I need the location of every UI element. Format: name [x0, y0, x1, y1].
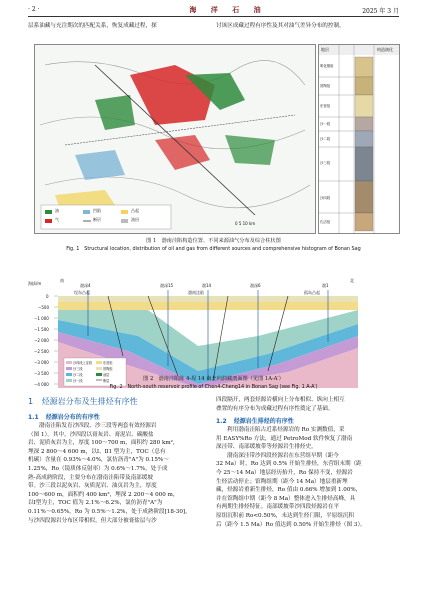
page-header: [28, 6, 399, 16]
profile-tick: −2 000: [34, 338, 49, 343]
section-1-heading: [28, 396, 138, 407]
section-1-2-heading: [216, 416, 294, 425]
text-line: （图 1）。其中，沙四段以膏灰岩、膏泥岩、碳酸盐: [28, 431, 154, 438]
text-line: 原组沉积前 Ro<0.50%，未达到生烃门限，平原组沉积: [216, 512, 355, 519]
text-line: 机碳）含量在 0.93%～4.0%，氯仿沥青"A"为 0.15%～: [28, 457, 169, 464]
figure-1-caption: [28, 238, 399, 253]
map-scale: 0 5 10 km: [235, 221, 256, 226]
profile-legend-item: 油层: [103, 373, 110, 377]
hist-row: 沙四段: [320, 196, 331, 200]
text-line: 深洼带、南部缓坡带等烃源岩生排烃史。: [216, 444, 317, 451]
profile-structure: 孤岛凸起: [304, 290, 320, 295]
profile-tick: −500: [38, 305, 49, 310]
legend-oilfield: 油田: [131, 217, 139, 222]
profile-tick: −1 000: [34, 316, 49, 321]
profile-legend-item: 沙三段: [73, 367, 83, 371]
journal-title: 海 洋 石 油: [189, 5, 267, 14]
profile-north-label: 北: [350, 278, 354, 283]
figure-2-caption-cn: 图 2 渤南洼陷陈 4-埕 14 南北向油藏剖面图（见图 1A-A′）: [143, 376, 284, 382]
right-column-body: [216, 396, 399, 413]
hist-row: 沙二段: [320, 137, 331, 141]
text-line: 1.25%，Ro（镜质体反射率）为 0.6%～1.7%，处于成: [28, 465, 168, 472]
text-line: 埋深 2 800～4 600 m，以Ⅰ、Ⅱ1 型为主，TOC（总有: [28, 448, 166, 455]
map-graphic: [35, 45, 315, 233]
profile-legend-item: 沙四段上亚段: [73, 361, 93, 365]
profile-legend-item: 断层: [103, 379, 110, 383]
text-line: 并在馆陶组中期（距今 8 Ma）整体进入生排烃高峰，具: [216, 495, 356, 502]
subsection-title: 烃源岩分布的有序性: [45, 414, 100, 421]
legend-gas: 气: [55, 217, 59, 222]
text-line: 100～600 m，面积约 400 km²，埋深 2 200～4 000 m，: [28, 491, 179, 498]
page-number: · 2 ·: [28, 6, 40, 13]
text-line: 叠置的有序分布为成藏过程有序性奠定了基础。: [216, 405, 334, 412]
top-text-right: 讨该区成藏过程有序性及其对油气差异分布的控制。: [216, 23, 345, 29]
right-column-body-2: [216, 426, 399, 529]
issue-date: 2025 年 3 月: [362, 8, 399, 15]
profile-tick: −1 500: [34, 327, 49, 332]
text-line: 以Ⅰ型为主，TOC 值为 2.1%～6.2%，氯仿沥青"A"为: [28, 500, 163, 507]
text-line: 0.11%～0.65%，Ro 为 0.5%～1.2%，处于成熟阶段[18-30]，: [28, 508, 191, 515]
figure-2-caption: [28, 376, 399, 391]
hist-header-tectonic: 构造演化: [377, 47, 393, 52]
profile-axis-title: 海拔/m: [28, 281, 42, 286]
left-column-body: [28, 422, 208, 525]
text-line: 利用渤南洼陷古近系烃源岩的 Ro 实测数值，采: [227, 427, 345, 433]
hist-row: 东营组: [320, 104, 331, 108]
profile-tick: −3 500: [34, 371, 49, 376]
hist-row: 馆陶组: [320, 84, 331, 88]
text-line: 藏，烃源岩重新生排烃，Ro 值由 0.66% 增加到 1.00%，: [216, 487, 362, 494]
profile-south-label: 南: [60, 278, 64, 283]
text-line: 生烃活动停止；馆陶组期（距今 14 Ma）地层重新埋: [216, 478, 348, 485]
profile-tick: −4 000: [34, 382, 49, 387]
text-line: 熟-高成熟阶段，主要分布在渤南洼陷带及南部缓坡: [28, 474, 153, 481]
figure-1-caption-en: Fig. 1 Structural location, distribution of oil and gas from different sources and comprehensive histogram of Bonan Sag: [66, 245, 361, 252]
profile-well: 渤1: [322, 283, 329, 288]
profile-well: 渤深4: [80, 283, 91, 288]
profile-well: 渤深15: [160, 283, 174, 288]
figure-1-caption-cn: 图 1 渤南洼陷构造位置、不同来源油气分布及综合柱状图: [146, 238, 281, 244]
text-line: 后（距今 1.5 Ma）Ro 值达到 0.50% 开始生排烃（图 3）。: [216, 521, 366, 528]
histogram-graphic: [319, 45, 399, 233]
text-line: 与沙四段源岩分布区带相似，但大部分被膏盐层与沙: [28, 517, 157, 524]
subsection-title: 烃源岩生排烃的有序性: [233, 418, 294, 425]
section-1-1-heading: [28, 412, 100, 421]
text-line: 渤南洼陷发育沙四段、沙三段等两套有效烃源岩: [39, 423, 157, 429]
text-line: 四段隔开，两套烃源岩横向上分布相似、纵向上相互: [216, 397, 345, 403]
legend-uplift: 凸起: [131, 208, 139, 213]
profile-legend-item: 馆陶组: [103, 367, 113, 371]
hist-row: 沙一段: [320, 122, 331, 126]
structure-map: [34, 44, 316, 234]
profile-tick: −3 000: [34, 360, 49, 365]
text-line: 有两期生排烃特征。南部缓坡带沙四段烃源岩在平: [216, 504, 340, 511]
legend-fault: 断层: [93, 217, 101, 222]
header-rule: [28, 16, 399, 17]
subsection-number: 1.2: [216, 418, 227, 425]
hist-row: 明化镇组: [320, 64, 334, 68]
profile-legend-item: 东营组: [103, 361, 113, 365]
text-line: 岩、泥质灰岩为主，厚度 100～700 m，面积约 280 km²，: [28, 440, 179, 447]
hist-row: 孔店组: [320, 220, 331, 224]
hist-header-strata: 地层: [321, 47, 329, 52]
section-number: 1: [28, 397, 34, 406]
profile-tick: 0: [46, 294, 49, 299]
text-line: 32 Ma）时，Ro 达到 0.5% 开始生排烃，东营组末期（距: [216, 461, 362, 468]
text-line: 用 EASY%Ro 方法，通过 PetroMod 软件恢复了渤南: [216, 435, 353, 442]
text-line: 今 25～14 Ma）地层经历抬升，Ro 保持不变，烃源岩: [216, 469, 353, 476]
profile-well: 渤深6: [250, 283, 261, 288]
profile-legend-item: 沙二段: [73, 373, 83, 377]
profile-tick: −2 500: [34, 349, 49, 354]
comprehensive-histogram: [318, 44, 400, 234]
subsection-number: 1.1: [28, 414, 39, 421]
top-text-left: 层系油藏与充注期次的匹配关系，恢复成藏过程，探: [28, 23, 157, 29]
hist-row: 沙三段: [320, 161, 331, 165]
figure-2-caption-en: Fig. 2 North-south reservoir profile of Chen4-Cheng14 in Bonan Sag (see Fig. 1 A-A′): [109, 383, 318, 390]
profile-structure: 渤南洼陷: [188, 290, 204, 295]
profile-well: 渤14: [202, 283, 212, 288]
text-line: 带。沙三段以泥灰岩、灰质泥岩、油页岩为主，厚度: [28, 483, 157, 490]
profile-legend-item: 沙一段: [73, 379, 83, 383]
legend-sag: 凹陷: [93, 208, 101, 213]
section-title: 烃源岩分布及生排烃有序性: [41, 397, 138, 406]
legend-oil: 油: [55, 208, 59, 213]
profile-structure: 埕东凸起: [74, 290, 90, 295]
text-line: 渤南深洼带沙四段烃源岩在东营组早期（距今: [227, 452, 339, 459]
